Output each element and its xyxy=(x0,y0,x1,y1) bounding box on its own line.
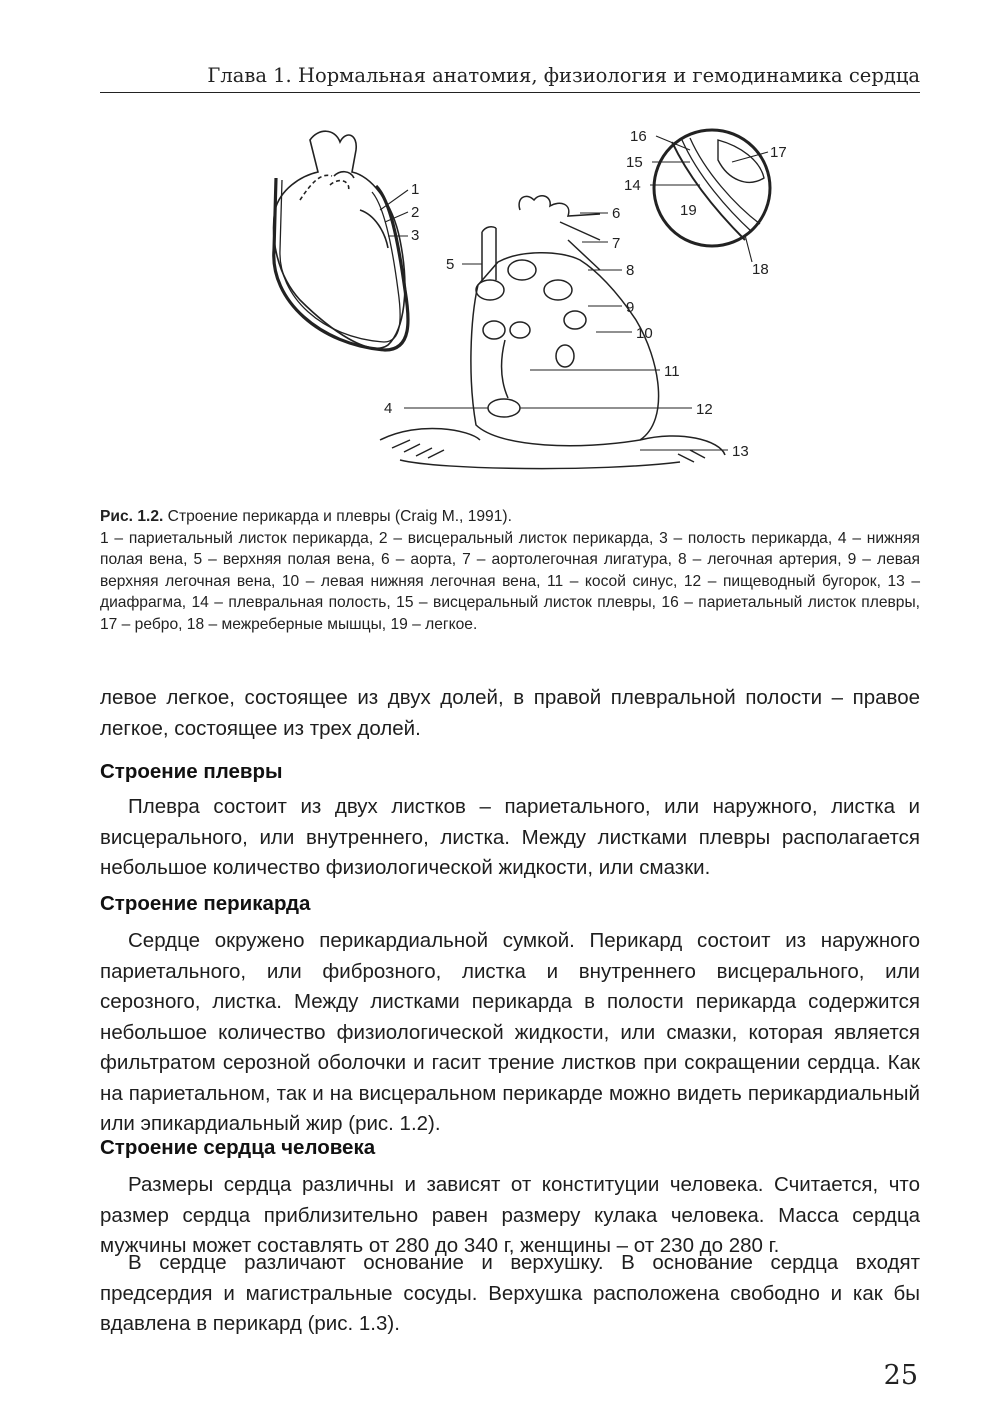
paragraph-heart-size: Размеры сердца различны и зависят от конституции человека. Считается, что размер сердца приблизительно равен размеру кулака человека. Масса сердца мужчины может составлять от 280 до 340 г, женщины – от 230 до 280 г. xyxy=(100,1173,920,1257)
figure-label: 15 xyxy=(626,154,643,171)
figure-caption-label: Рис. 1.2. xyxy=(100,508,164,525)
paragraph-heart-base: В сердце различают основание и верхушку. В основание сердца входят предсердия и магистральные сосуды. Верхушка расположена свободно и как бы вдавлена в перикард (рис. 1.3). xyxy=(100,1251,920,1335)
figure-label: 4 xyxy=(384,400,393,417)
figure-label: 1 xyxy=(411,181,420,198)
figure-caption xyxy=(100,506,920,636)
figure-label: 16 xyxy=(630,128,647,145)
pleura-inset-illustration xyxy=(654,130,770,246)
heart-outline-illustration xyxy=(274,131,408,350)
figure-caption-title: Строение перикарда и плевры (Craig M., 1991). xyxy=(163,508,512,525)
figure-label: 19 xyxy=(680,202,697,219)
page-number: 25 xyxy=(883,1360,918,1391)
figure-label: 12 xyxy=(696,401,713,418)
figure-label: 3 xyxy=(411,227,420,244)
pericardium-pleura-figure xyxy=(250,118,790,498)
figure-labels xyxy=(384,128,787,460)
figure-label: 13 xyxy=(732,443,749,460)
figure-label: 10 xyxy=(636,325,653,342)
running-header xyxy=(100,62,920,93)
figure-label: 11 xyxy=(664,363,680,380)
figure-label: 7 xyxy=(612,235,621,252)
section-heading-pleura: Строение плевры xyxy=(100,760,283,783)
paragraph-pericardium: Сердце окружено перикардиальной сумкой. Перикард состоит из наружного париетального, или фиброзного, листка и внутреннего висцерального, или серозного, листка. Между листками перикарда в полости перикарда содержится небольшое количество физиологической жидкости, или смазки, которая является фильтратом серозной оболочки и гасит трение листков при сокращении сердца. Как на париетальном, так и на висцеральном перикарде можно видеть перикардиальный или эпикардиальный жир (рис. 1.2). xyxy=(100,929,920,1135)
figure-label: 17 xyxy=(770,144,787,161)
figure-label: 8 xyxy=(626,262,635,279)
figure-label: 5 xyxy=(446,256,455,273)
figure-label: 6 xyxy=(612,205,621,222)
figure-label: 14 xyxy=(624,177,641,194)
figure-label: 2 xyxy=(411,204,420,221)
figure-caption-legend: 1 – париетальный листок перикарда, 2 – висцеральный листок перикарда, 3 – полость перикарда, 4 – нижняя полая вена, 5 – верхняя полая вена, 6 – аорта, 7 – аортолегочная лигатура, 8 – легочная артерия, 9 – левая верхняя легочная вена, 10 – левая нижняя легочная вена, 11 – косой синус, 12 – пищеводный бугорок, 13 – диафрагма, 14 – плевральная полость, 15 – висцеральный листок плевры, 16 – париетальный листок плевры, 17 – ребро, 18 – межреберные мышцы, 19 – легкое. xyxy=(100,529,920,633)
figure-label: 9 xyxy=(626,299,635,316)
section-heading-pericardium: Строение перикарда xyxy=(100,892,311,915)
intro-paragraph: левое легкое, состоящее из двух долей, в правой плевральной полости – правое легкое, состоящее из трех долей. xyxy=(100,686,920,740)
running-header-title: Глава 1. Нормальная анатомия, физиология и гемодинамика сердца xyxy=(207,64,920,87)
section-heading-heart: Строение сердца человека xyxy=(100,1136,376,1159)
heart-posterior-illustration xyxy=(380,196,725,469)
figure-label: 18 xyxy=(752,261,769,278)
paragraph-pleura: Плевра состоит из двух листков – париетального, или наружного, листка и висцерального, или внутреннего, листка. Между листками плевры располагается небольшое количество физиологической жидкости, или смазки. xyxy=(100,795,920,879)
